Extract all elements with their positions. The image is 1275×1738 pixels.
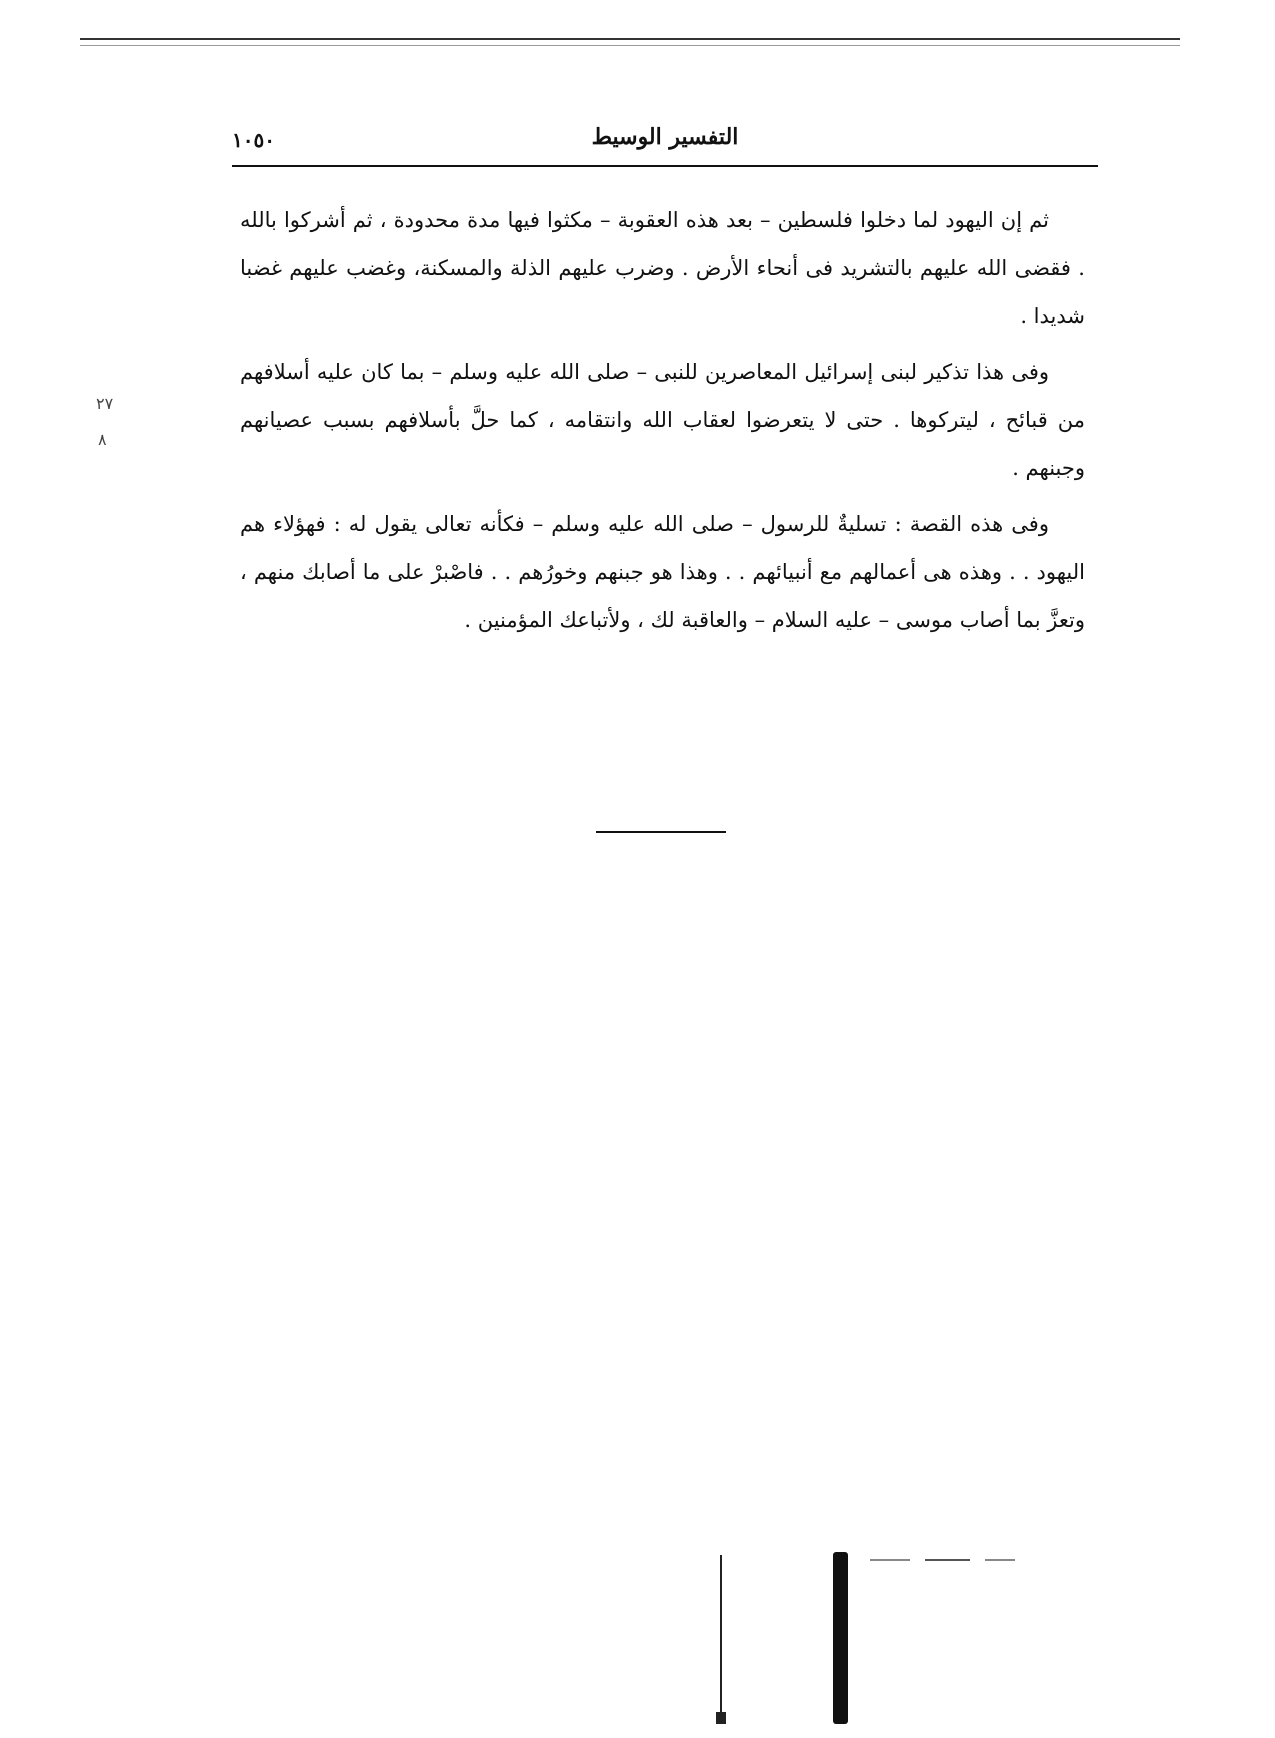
scan-artifact-blot [716,1712,726,1724]
scan-artifact-bar [833,1552,848,1724]
scan-artifact-dash [985,1559,1015,1561]
scan-artifact-line [720,1555,722,1715]
page-number: ١٠٥٠ [232,128,275,152]
running-title: التفسير الوسيط [591,124,739,150]
top-scan-rule-secondary [80,45,1180,46]
scan-artifact-dash [925,1559,970,1561]
margin-mark: ٢٧ [96,394,114,413]
header-rule [232,165,1098,167]
section-end-rule [596,831,726,833]
paragraph: ثم إن اليهود لما دخلوا فلسطين – بعد هذه العقوبة – مكثوا فيها مدة محدودة ، ثم أشركوا بالله . فقضى الله عليهم بالتشريد فى أنحاء الأرض . وضرب عليهم الذلة والمسكنة، وغضب عليهم غضبا شديدا . [240,208,1085,328]
margin-mark: ٨ [98,430,107,449]
scan-artifact-dash [870,1559,910,1561]
paragraph: وفى هذه القصة : تسليةٌ للرسول – صلى الله عليه وسلم – فكأنه تعالى يقول له : فهؤلاء هم اليهود . . وهذه هى أعمالهم مع أنبيائهم . . وهذا هو جبنهم وخورُهم . . فاصْبرْ على ما أصابك منهم ، وتعزَّ بما أصاب موسى – عليه السلام – والعاقبة لك ، ولأتباعك المؤمنين . [240,512,1085,632]
top-scan-rule [80,38,1180,40]
page-header [232,120,1098,160]
paragraph: وفى هذا تذكير لبنى إسرائيل المعاصرين للنبى – صلى الله عليه وسلم – بما كان عليه أسلافهم من قبائح ، ليتركوها . حتى لا يتعرضوا لعقاب الله وانتقامه ، كما حلَّ بأسلافهم بسبب عصيانهم وجبنهم . [240,360,1085,480]
body-text [240,196,1085,652]
